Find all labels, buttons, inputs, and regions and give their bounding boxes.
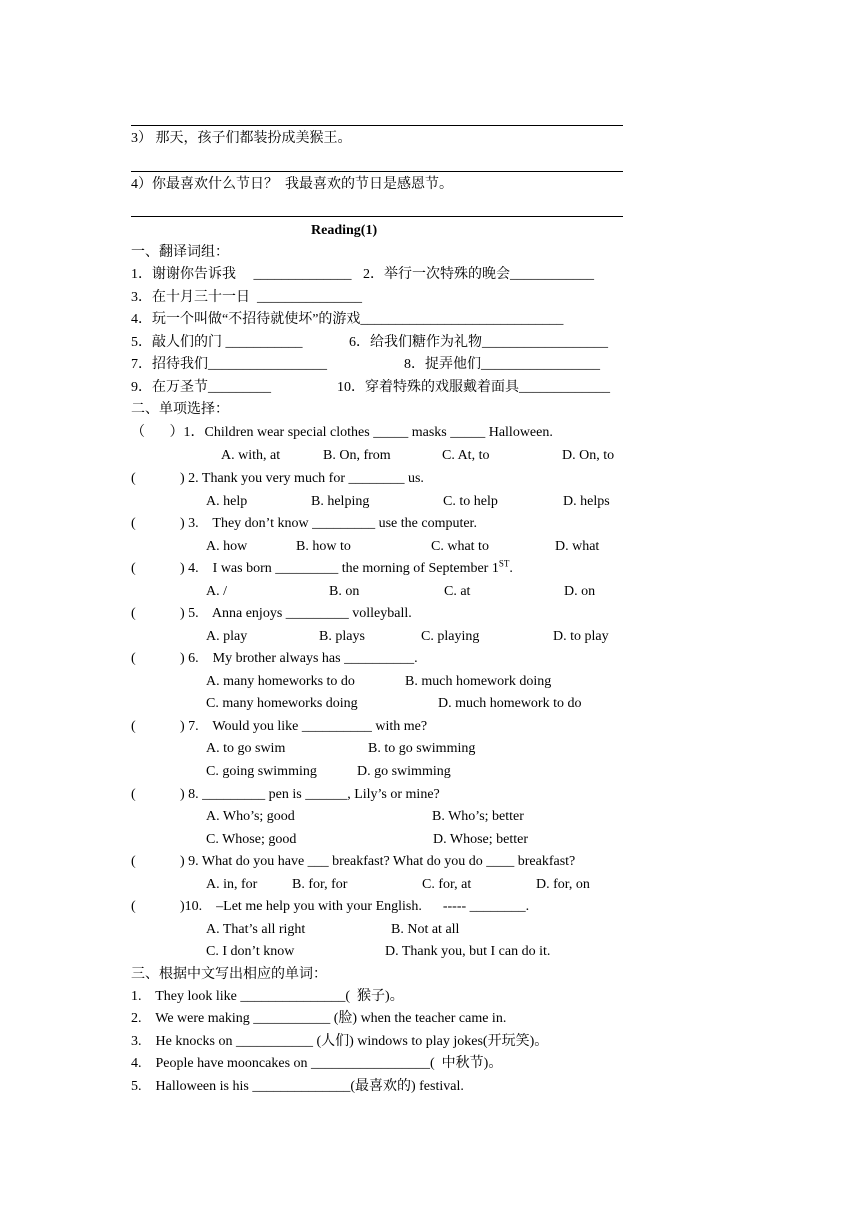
q8-paren: (: [131, 787, 136, 802]
q10-option-d: D. Thank you, but I can do it.: [385, 944, 551, 959]
q9-option-b: B. for, for: [292, 877, 348, 892]
q8-option-d: D. Whose; better: [433, 832, 528, 847]
q9-option-a: A. in, for: [206, 877, 258, 892]
question-1: （ ）1．Children wear special clothes _____ masks _____ Halloween.: [131, 425, 553, 440]
q1-option-a: A. with, at: [221, 448, 281, 463]
q6-option-a: A. many homeworks to do: [206, 674, 355, 689]
q2-option-c: C. to help: [443, 494, 498, 509]
q7-option-a: A. to go swim: [206, 741, 286, 756]
q9-option-d: D. for, on: [536, 877, 590, 892]
answer-line-1: [131, 125, 623, 126]
phrase-8: 8．捉弄他们_________________: [404, 357, 600, 372]
q10-option-b: B. Not at all: [391, 922, 460, 937]
fill-item-4: 4. People have mooncakes on _________________( 中秋节)。: [131, 1056, 503, 1071]
q5-option-b: B. plays: [319, 629, 365, 644]
phrase-7: 7．招待我们_________________: [131, 357, 327, 372]
q7-option-c: C. going swimming: [206, 764, 317, 779]
question-8: ) 8. _________ pen is ______, Lily’s or mine?: [180, 787, 440, 802]
q7-option-d: D. go swimming: [357, 764, 451, 779]
q4-option-d: D. on: [564, 584, 596, 599]
phrase-6: 6．给我们糖作为礼物__________________: [349, 335, 608, 350]
q4-stem: ) 4. I was born _________ the morning of September 1: [180, 561, 499, 576]
sentence-3: 3） 那天，孩子们都装扮成美猴王。: [131, 131, 352, 146]
phrase-2: 2．举行一次特殊的晚会____________: [363, 267, 594, 282]
fill-item-1: 1. They look like _______________( 猴子)。: [131, 989, 404, 1004]
q2-option-d: D. helps: [563, 494, 610, 509]
question-9: ) 9. What do you have ___ breakfast? What do you do ____ breakfast?: [180, 854, 576, 869]
phrase-5: 5．敲人们的门 ___________: [131, 335, 303, 350]
answer-line-3: [131, 216, 623, 217]
q6-option-b: B. much homework doing: [405, 674, 552, 689]
section-2-heading: 二、单项选择：: [131, 402, 229, 417]
q3-option-d: D. what: [555, 539, 600, 554]
q2-option-b: B. helping: [311, 494, 370, 509]
phrase-9: 9．在万圣节_________: [131, 380, 271, 395]
q8-option-b: B. Who’s; better: [432, 809, 524, 824]
answer-line-2: [131, 171, 623, 172]
q3-option-a: A. how: [206, 539, 248, 554]
sentence-4: 4）你最喜欢什么节日？ 我最喜欢的节日是感恩节。: [131, 177, 453, 192]
fill-item-2: 2. We were making ___________ (脸) when the teacher came in.: [131, 1011, 507, 1026]
q5-option-a: A. play: [206, 629, 248, 644]
q5-option-c: C. playing: [421, 629, 480, 644]
phrase-10: 10．穿着特殊的戏服戴着面具_____________: [337, 380, 610, 395]
phrase-4: 4．玩一个叫做“不招待就使坏”的游戏_____________________________: [131, 312, 564, 327]
q6-option-c: C. many homeworks doing: [206, 696, 358, 711]
q9-paren: (: [131, 854, 136, 869]
q4-option-b: B. on: [329, 584, 360, 599]
question-10: )10. –Let me help you with your English. ----- ________.: [180, 899, 530, 914]
q6-option-d: D. much homework to do: [438, 696, 582, 711]
section-3-heading: 三、根据中文写出相应的单词：: [131, 967, 327, 982]
q4-option-c: C. at: [444, 584, 471, 599]
q5-option-d: D. to play: [553, 629, 609, 644]
q8-option-c: C. Whose; good: [206, 832, 297, 847]
q4-option-a: A. /: [206, 584, 227, 599]
q8-option-a: A. Who’s; good: [206, 809, 295, 824]
question-7: ) 7. Would you like __________ with me?: [180, 719, 428, 734]
question-6: ) 6. My brother always has __________.: [180, 651, 418, 666]
q2-paren: (: [131, 471, 136, 486]
q4-paren: (: [131, 561, 136, 576]
fill-item-5: 5. Halloween is his ______________(最喜欢的) festival.: [131, 1079, 464, 1094]
q3-option-c: C. what to: [431, 539, 489, 554]
q6-paren: (: [131, 651, 136, 666]
q7-option-b: B. to go swimming: [368, 741, 476, 756]
question-2: ) 2. Thank you very much for ________ us.: [180, 471, 424, 486]
section-1-heading: 一、翻译词组：: [131, 245, 229, 260]
reading-title: Reading(1): [311, 223, 378, 238]
q9-option-c: C. for, at: [422, 877, 472, 892]
q1-option-d: D. On, to: [562, 448, 615, 463]
q3-option-b: B. how to: [296, 539, 351, 554]
q10-option-c: C. I don’t know: [206, 944, 295, 959]
q4-superscript: ST: [498, 558, 510, 569]
q1-option-b: B. On, from: [323, 448, 391, 463]
question-5: ) 5. Anna enjoys _________ volleyball.: [180, 606, 412, 621]
fill-item-3: 3. He knocks on ___________ (人们) windows to play jokes(开玩笑)。: [131, 1034, 549, 1049]
phrase-1: 1．谢谢你告诉我 ______________: [131, 267, 352, 282]
q4-end: .: [509, 561, 513, 576]
question-4: [180, 560, 513, 578]
phrase-3: 3．在十月三十一日 _______________: [131, 290, 362, 305]
q5-paren: (: [131, 606, 136, 621]
q10-option-a: A. That’s all right: [206, 922, 306, 937]
q1-option-c: C. At, to: [442, 448, 490, 463]
q10-paren: (: [131, 899, 136, 914]
q7-paren: (: [131, 719, 136, 734]
question-3: ) 3. They don’t know _________ use the computer.: [180, 516, 477, 531]
q3-paren: (: [131, 516, 136, 531]
q2-option-a: A. help: [206, 494, 248, 509]
